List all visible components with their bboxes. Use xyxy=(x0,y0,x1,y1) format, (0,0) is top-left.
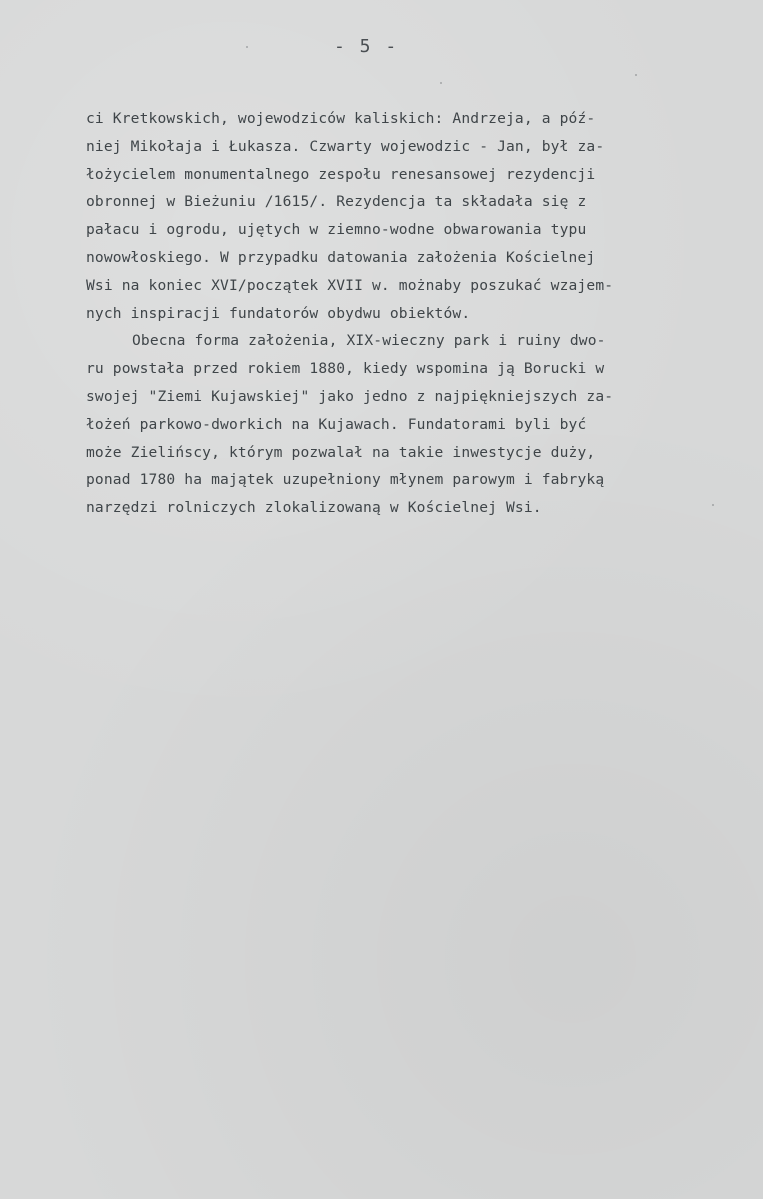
text-line: ci Kretkowskich, wojewodziców kaliskich: Andrzeja, a póź- xyxy=(86,110,596,127)
text-line: nowowłoskiego. W przypadku datowania założenia Kościelnej xyxy=(86,248,596,266)
text-line: łożycielem monumentalnego zespołu renesansowej rezydencji xyxy=(86,165,596,183)
ink-speck xyxy=(635,74,637,76)
text-line: ponad 1780 ha majątek uzupełniony młynem parowym i fabryką xyxy=(86,471,605,489)
text-line: obronnej w Bieżuniu /1615/. Rezydencja ta składała się z xyxy=(86,193,587,211)
text-line: pałacu i ogrodu, ujętych w ziemno-wodne obwarowania typu xyxy=(86,221,587,239)
ink-speck xyxy=(440,82,442,84)
text-line: swojej "Ziemi Kujawskiej" jako jedno z najpiękniejszych za- xyxy=(86,387,614,405)
page-number: - 5 - xyxy=(334,36,399,57)
text-line: narzędzi rolniczych zlokalizowaną w Kościelnej Wsi. xyxy=(86,499,542,517)
text-line: nych inspiracji fundatorów obydwu obiektów. xyxy=(86,304,471,322)
text-line: może Zielińscy, którym pozwalał na takie inwestycje duży, xyxy=(86,443,596,461)
ink-speck xyxy=(246,46,248,48)
text-line: niej Mikołaja i Łukasza. Czwarty wojewodzic - Jan, był za- xyxy=(86,137,605,155)
text-line: Wsi na koniec XVI/początek XVII w. możnaby poszukać wzajem- xyxy=(86,276,614,294)
body-text xyxy=(86,105,726,522)
text-line: ru powstała przed rokiem 1880, kiedy wspomina ją Borucki w xyxy=(86,360,605,378)
text-line: łożeń parkowo-dworkich na Kujawach. Fundatorami byli być xyxy=(86,415,587,433)
paragraph-start-line: Obecna forma założenia, XIX-wieczny park i ruiny dwo- xyxy=(132,332,606,350)
